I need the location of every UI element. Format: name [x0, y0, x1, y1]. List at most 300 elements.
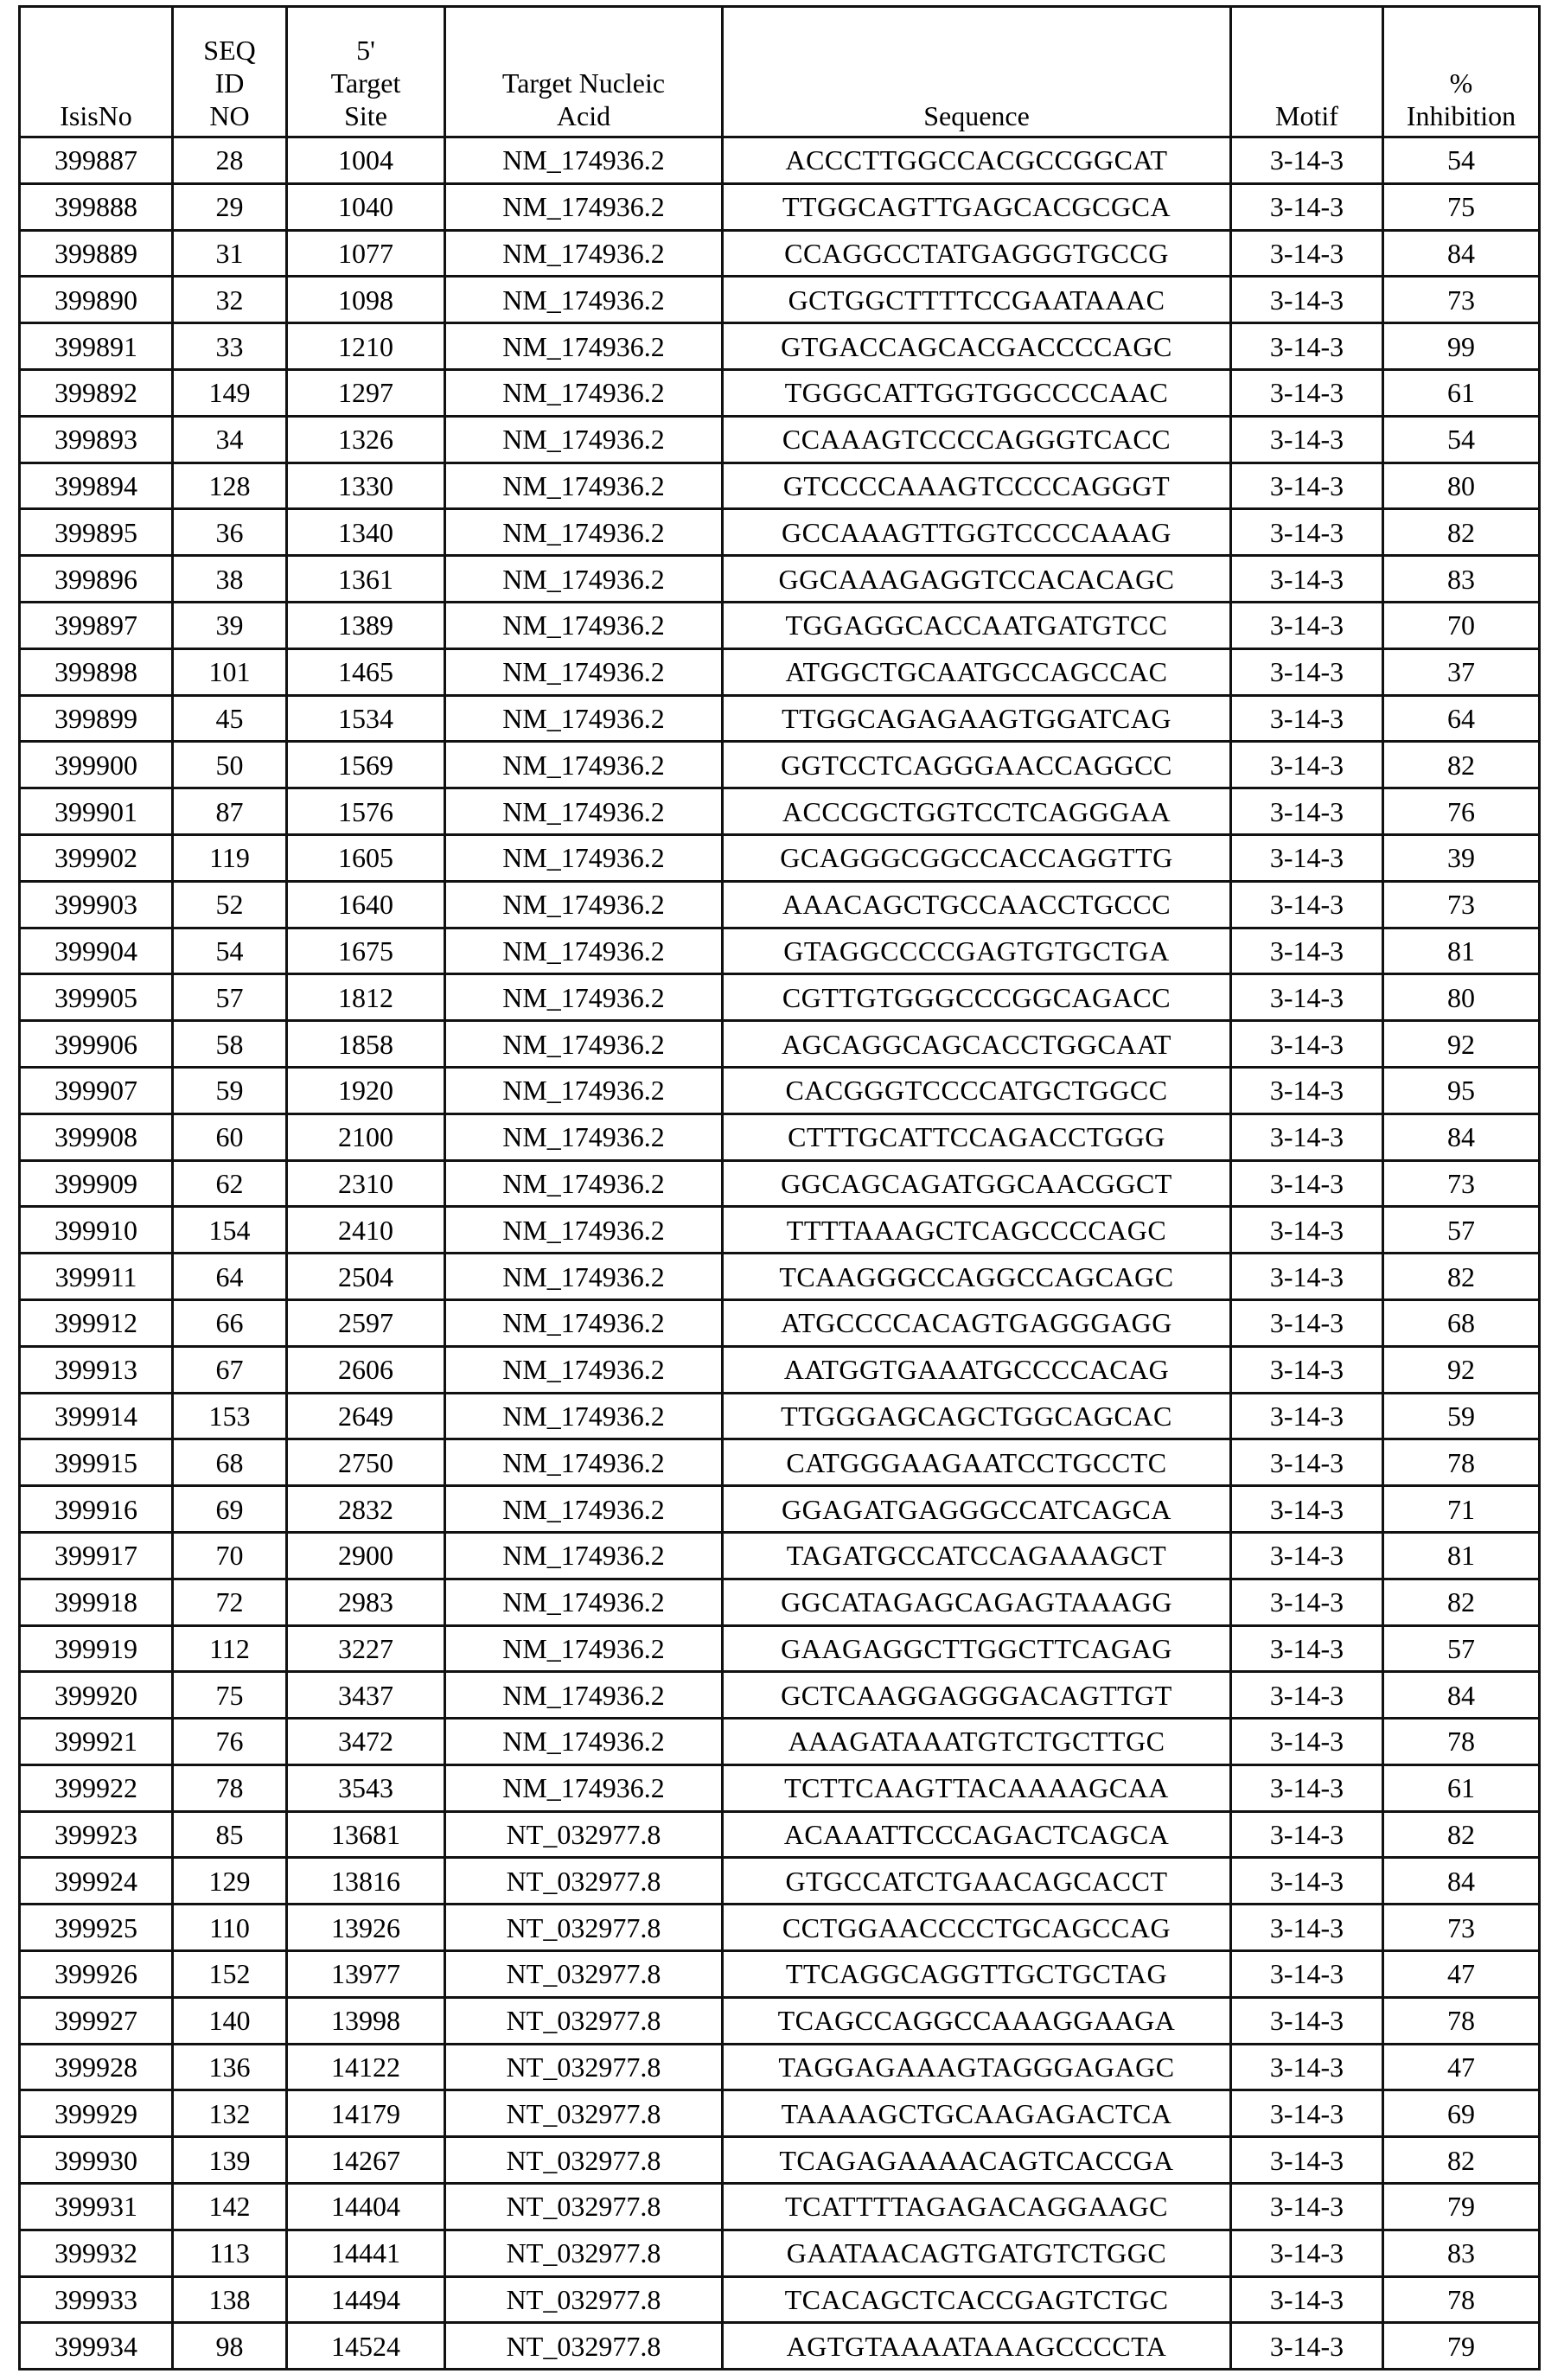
cell-motif: 3-14-3	[1231, 1579, 1383, 1625]
table-row	[20, 1439, 1540, 1486]
header-sequence: Sequence	[723, 7, 1231, 137]
cell-isis-no: 399887	[20, 137, 173, 184]
cell-motif: 3-14-3	[1231, 1067, 1383, 1113]
cell-seq-id-no: 78	[173, 1764, 287, 1811]
cell-seq-id-no: 60	[173, 1113, 287, 1160]
cell-seq-id-no: 153	[173, 1393, 287, 1439]
table-row	[20, 1858, 1540, 1905]
cell-percent-inhibition: 73	[1383, 881, 1540, 928]
cell-target-site: 1812	[287, 974, 445, 1021]
table-row	[20, 556, 1540, 603]
cell-motif: 3-14-3	[1231, 2090, 1383, 2137]
cell-target-site: 2750	[287, 1439, 445, 1486]
cell-target-nucleic-acid: NM_174936.2	[445, 1672, 723, 1719]
cell-target-nucleic-acid: NM_174936.2	[445, 183, 723, 230]
cell-motif: 3-14-3	[1231, 323, 1383, 370]
cell-sequence: GGCATAGAGCAGAGTAAAGG	[723, 1579, 1231, 1625]
cell-percent-inhibition: 54	[1383, 416, 1540, 463]
cell-target-nucleic-acid: NM_174936.2	[445, 1207, 723, 1254]
cell-target-nucleic-acid: NM_174936.2	[445, 463, 723, 509]
cell-isis-no: 399919	[20, 1625, 173, 1672]
cell-isis-no: 399909	[20, 1160, 173, 1207]
cell-sequence: ATGGCTGCAATGCCAGCCAC	[723, 648, 1231, 695]
cell-percent-inhibition: 37	[1383, 648, 1540, 695]
table-row	[20, 1997, 1540, 2044]
cell-seq-id-no: 52	[173, 881, 287, 928]
cell-target-nucleic-acid: NT_032977.8	[445, 2044, 723, 2090]
cell-target-nucleic-acid: NT_032977.8	[445, 2230, 723, 2276]
cell-target-nucleic-acid: NM_174936.2	[445, 1486, 723, 1533]
cell-target-nucleic-acid: NM_174936.2	[445, 742, 723, 788]
cell-sequence: CCAGGCCTATGAGGGTGCCG	[723, 230, 1231, 277]
cell-percent-inhibition: 82	[1383, 742, 1540, 788]
cell-seq-id-no: 149	[173, 369, 287, 416]
cell-isis-no: 399907	[20, 1067, 173, 1113]
cell-isis-no: 399902	[20, 834, 173, 881]
header-percent-inhibition: % Inhibition	[1383, 7, 1540, 137]
cell-seq-id-no: 36	[173, 509, 287, 556]
cell-sequence: GTCCCCAAAGTCCCCAGGGT	[723, 463, 1231, 509]
cell-seq-id-no: 31	[173, 230, 287, 277]
cell-target-nucleic-acid: NM_174936.2	[445, 1346, 723, 1393]
cell-target-nucleic-acid: NT_032977.8	[445, 1858, 723, 1905]
table-row	[20, 695, 1540, 742]
cell-sequence: TGGGCATTGGTGGCCCCAAC	[723, 369, 1231, 416]
cell-isis-no: 399928	[20, 2044, 173, 2090]
cell-isis-no: 399915	[20, 1439, 173, 1486]
cell-target-nucleic-acid: NM_174936.2	[445, 1764, 723, 1811]
cell-seq-id-no: 139	[173, 2137, 287, 2184]
cell-target-nucleic-acid: NM_174936.2	[445, 1160, 723, 1207]
cell-isis-no: 399897	[20, 602, 173, 648]
table-row	[20, 881, 1540, 928]
cell-target-nucleic-acid: NT_032977.8	[445, 1997, 723, 2044]
cell-target-site: 14267	[287, 2137, 445, 2184]
cell-sequence: AAAGATAAATGTCTGCTTGC	[723, 1719, 1231, 1765]
cell-target-nucleic-acid: NM_174936.2	[445, 1299, 723, 1346]
cell-percent-inhibition: 80	[1383, 463, 1540, 509]
cell-percent-inhibition: 84	[1383, 230, 1540, 277]
cell-sequence: GCTGGCTTTTCCGAATAAAC	[723, 277, 1231, 323]
cell-target-site: 13816	[287, 1858, 445, 1905]
table-row	[20, 602, 1540, 648]
cell-motif: 3-14-3	[1231, 1021, 1383, 1068]
cell-motif: 3-14-3	[1231, 1997, 1383, 2044]
cell-seq-id-no: 142	[173, 2184, 287, 2230]
cell-seq-id-no: 32	[173, 277, 287, 323]
cell-percent-inhibition: 61	[1383, 369, 1540, 416]
cell-seq-id-no: 45	[173, 695, 287, 742]
cell-target-site: 1340	[287, 509, 445, 556]
table-row	[20, 1346, 1540, 1393]
cell-sequence: TCAGAGAAAACAGTCACCGA	[723, 2137, 1231, 2184]
cell-isis-no: 399892	[20, 369, 173, 416]
cell-motif: 3-14-3	[1231, 1160, 1383, 1207]
table-row	[20, 1160, 1540, 1207]
cell-sequence: GAAGAGGCTTGGCTTCAGAG	[723, 1625, 1231, 1672]
cell-target-site: 3543	[287, 1764, 445, 1811]
cell-target-nucleic-acid: NM_174936.2	[445, 1067, 723, 1113]
cell-percent-inhibition: 78	[1383, 1439, 1540, 1486]
cell-percent-inhibition: 57	[1383, 1207, 1540, 1254]
cell-isis-no: 399934	[20, 2323, 173, 2370]
cell-motif: 3-14-3	[1231, 1672, 1383, 1719]
cell-percent-inhibition: 80	[1383, 974, 1540, 1021]
cell-isis-no: 399908	[20, 1113, 173, 1160]
cell-seq-id-no: 119	[173, 834, 287, 881]
cell-isis-no: 399901	[20, 788, 173, 835]
cell-motif: 3-14-3	[1231, 648, 1383, 695]
cell-target-site: 2100	[287, 1113, 445, 1160]
cell-isis-no: 399888	[20, 183, 173, 230]
cell-motif: 3-14-3	[1231, 1532, 1383, 1579]
cell-percent-inhibition: 95	[1383, 1067, 1540, 1113]
cell-target-site: 1326	[287, 416, 445, 463]
cell-seq-id-no: 113	[173, 2230, 287, 2276]
cell-seq-id-no: 136	[173, 2044, 287, 2090]
cell-sequence: ACCCTTGGCCACGCCGGCAT	[723, 137, 1231, 184]
cell-motif: 3-14-3	[1231, 1486, 1383, 1533]
cell-seq-id-no: 38	[173, 556, 287, 603]
cell-seq-id-no: 34	[173, 416, 287, 463]
cell-motif: 3-14-3	[1231, 1811, 1383, 1858]
cell-target-nucleic-acid: NT_032977.8	[445, 1951, 723, 1998]
table-row	[20, 1951, 1540, 1998]
cell-sequence: ACCCGCTGGTCCTCAGGGAA	[723, 788, 1231, 835]
table-row	[20, 1486, 1540, 1533]
cell-seq-id-no: 98	[173, 2323, 287, 2370]
cell-seq-id-no: 64	[173, 1254, 287, 1300]
cell-motif: 3-14-3	[1231, 974, 1383, 1021]
cell-sequence: GTGCCATCTGAACAGCACCT	[723, 1858, 1231, 1905]
cell-sequence: TCTTCAAGTTACAAAAGCAA	[723, 1764, 1231, 1811]
cell-motif: 3-14-3	[1231, 1393, 1383, 1439]
cell-sequence: GCTCAAGGAGGGACAGTTGT	[723, 1672, 1231, 1719]
cell-target-nucleic-acid: NM_174936.2	[445, 1393, 723, 1439]
cell-motif: 3-14-3	[1231, 742, 1383, 788]
cell-target-site: 1534	[287, 695, 445, 742]
cell-motif: 3-14-3	[1231, 1254, 1383, 1300]
cell-isis-no: 399904	[20, 928, 173, 974]
header-target-site: 5' Target Site	[287, 7, 445, 137]
cell-target-site: 1640	[287, 881, 445, 928]
cell-sequence: CTTTGCATTCCAGACCTGGG	[723, 1113, 1231, 1160]
cell-motif: 3-14-3	[1231, 277, 1383, 323]
cell-motif: 3-14-3	[1231, 928, 1383, 974]
cell-percent-inhibition: 82	[1383, 509, 1540, 556]
table-row	[20, 2044, 1540, 2090]
header-motif: Motif	[1231, 7, 1383, 137]
cell-target-nucleic-acid: NM_174936.2	[445, 1719, 723, 1765]
cell-target-site: 2410	[287, 1207, 445, 1254]
cell-sequence: CACGGGTCCCCATGCTGGCC	[723, 1067, 1231, 1113]
cell-target-nucleic-acid: NM_174936.2	[445, 1021, 723, 1068]
cell-seq-id-no: 132	[173, 2090, 287, 2137]
cell-target-site: 2649	[287, 1393, 445, 1439]
cell-isis-no: 399911	[20, 1254, 173, 1300]
cell-target-nucleic-acid: NM_174936.2	[445, 602, 723, 648]
cell-target-nucleic-acid: NM_174936.2	[445, 1113, 723, 1160]
cell-target-site: 1920	[287, 1067, 445, 1113]
cell-target-nucleic-acid: NM_174936.2	[445, 695, 723, 742]
cell-target-site: 13926	[287, 1905, 445, 1951]
header-target-nucleic-acid: Target Nucleic Acid	[445, 7, 723, 137]
cell-percent-inhibition: 59	[1383, 1393, 1540, 1439]
cell-seq-id-no: 69	[173, 1486, 287, 1533]
cell-target-site: 3227	[287, 1625, 445, 1672]
cell-percent-inhibition: 78	[1383, 1997, 1540, 2044]
cell-percent-inhibition: 68	[1383, 1299, 1540, 1346]
cell-seq-id-no: 110	[173, 1905, 287, 1951]
cell-sequence: TAAAAGCTGCAAGAGACTCA	[723, 2090, 1231, 2137]
cell-target-nucleic-acid: NM_174936.2	[445, 881, 723, 928]
table-body	[20, 137, 1540, 2370]
cell-isis-no: 399898	[20, 648, 173, 695]
cell-target-nucleic-acid: NM_174936.2	[445, 230, 723, 277]
cell-sequence: AATGGTGAAATGCCCCACAG	[723, 1346, 1231, 1393]
cell-target-site: 13681	[287, 1811, 445, 1858]
cell-percent-inhibition: 83	[1383, 556, 1540, 603]
table-row	[20, 1207, 1540, 1254]
cell-motif: 3-14-3	[1231, 602, 1383, 648]
cell-target-site: 1330	[287, 463, 445, 509]
cell-sequence: TAGGAGAAAGTAGGGAGAGC	[723, 2044, 1231, 2090]
cell-target-site: 14404	[287, 2184, 445, 2230]
cell-sequence: TGGAGGCACCAATGATGTCC	[723, 602, 1231, 648]
cell-motif: 3-14-3	[1231, 183, 1383, 230]
cell-target-nucleic-acid: NM_174936.2	[445, 556, 723, 603]
cell-percent-inhibition: 82	[1383, 1579, 1540, 1625]
cell-seq-id-no: 112	[173, 1625, 287, 1672]
cell-target-site: 1004	[287, 137, 445, 184]
header-isis-no: IsisNo	[20, 7, 173, 137]
table-row	[20, 183, 1540, 230]
cell-sequence: TTCAGGCAGGTTGCTGCTAG	[723, 1951, 1231, 1998]
cell-target-nucleic-acid: NM_174936.2	[445, 834, 723, 881]
cell-motif: 3-14-3	[1231, 788, 1383, 835]
cell-target-nucleic-acid: NT_032977.8	[445, 2323, 723, 2370]
cell-seq-id-no: 59	[173, 1067, 287, 1113]
cell-isis-no: 399891	[20, 323, 173, 370]
cell-target-nucleic-acid: NT_032977.8	[445, 2137, 723, 2184]
cell-target-site: 1389	[287, 602, 445, 648]
cell-sequence: AGTGTAAAATAAAGCCCCTA	[723, 2323, 1231, 2370]
cell-target-site: 1858	[287, 1021, 445, 1068]
cell-seq-id-no: 128	[173, 463, 287, 509]
table-row	[20, 2323, 1540, 2370]
cell-target-nucleic-acid: NM_174936.2	[445, 1625, 723, 1672]
cell-sequence: GCAGGGCGGCCACCAGGTTG	[723, 834, 1231, 881]
cell-isis-no: 399895	[20, 509, 173, 556]
table-row	[20, 1254, 1540, 1300]
cell-percent-inhibition: 54	[1383, 137, 1540, 184]
cell-motif: 3-14-3	[1231, 2276, 1383, 2323]
cell-target-site: 2606	[287, 1346, 445, 1393]
cell-isis-no: 399929	[20, 2090, 173, 2137]
cell-percent-inhibition: 84	[1383, 1672, 1540, 1719]
cell-seq-id-no: 67	[173, 1346, 287, 1393]
cell-sequence: GGCAAAGAGGTCCACACAGC	[723, 556, 1231, 603]
cell-target-nucleic-acid: NT_032977.8	[445, 2184, 723, 2230]
cell-isis-no: 399905	[20, 974, 173, 1021]
cell-target-nucleic-acid: NT_032977.8	[445, 1905, 723, 1951]
cell-isis-no: 399889	[20, 230, 173, 277]
cell-sequence: TCAGCCAGGCCAAAGGAAGA	[723, 1997, 1231, 2044]
cell-isis-no: 399890	[20, 277, 173, 323]
cell-target-site: 1077	[287, 230, 445, 277]
cell-target-site: 13998	[287, 1997, 445, 2044]
cell-sequence: GGCAGCAGATGGCAACGGCT	[723, 1160, 1231, 1207]
cell-target-site: 3472	[287, 1719, 445, 1765]
table-row	[20, 137, 1540, 184]
cell-sequence: TCACAGCTCACCGAGTCTGC	[723, 2276, 1231, 2323]
cell-motif: 3-14-3	[1231, 2184, 1383, 2230]
cell-target-site: 14441	[287, 2230, 445, 2276]
cell-sequence: TTGGGAGCAGCTGGCAGCAC	[723, 1393, 1231, 1439]
cell-motif: 3-14-3	[1231, 1764, 1383, 1811]
cell-seq-id-no: 152	[173, 1951, 287, 1998]
cell-target-nucleic-acid: NM_174936.2	[445, 416, 723, 463]
cell-percent-inhibition: 39	[1383, 834, 1540, 881]
cell-target-site: 1297	[287, 369, 445, 416]
cell-target-site: 2832	[287, 1486, 445, 1533]
cell-sequence: AAACAGCTGCCAACCTGCCC	[723, 881, 1231, 928]
table-row	[20, 2090, 1540, 2137]
cell-seq-id-no: 54	[173, 928, 287, 974]
table-row	[20, 509, 1540, 556]
table-row	[20, 1067, 1540, 1113]
cell-motif: 3-14-3	[1231, 2323, 1383, 2370]
cell-motif: 3-14-3	[1231, 834, 1383, 881]
header-seq-id-no: SEQ ID NO	[173, 7, 287, 137]
cell-seq-id-no: 62	[173, 1160, 287, 1207]
cell-percent-inhibition: 92	[1383, 1021, 1540, 1068]
cell-sequence: AGCAGGCAGCACCTGGCAAT	[723, 1021, 1231, 1068]
cell-motif: 3-14-3	[1231, 1346, 1383, 1393]
cell-target-site: 2900	[287, 1532, 445, 1579]
cell-target-nucleic-acid: NM_174936.2	[445, 1439, 723, 1486]
oligonucleotide-inhibition-table	[18, 5, 1541, 2370]
cell-target-site: 1605	[287, 834, 445, 881]
cell-target-site: 3437	[287, 1672, 445, 1719]
cell-isis-no: 399896	[20, 556, 173, 603]
cell-motif: 3-14-3	[1231, 1858, 1383, 1905]
table-row	[20, 2137, 1540, 2184]
cell-seq-id-no: 66	[173, 1299, 287, 1346]
cell-target-site: 2597	[287, 1299, 445, 1346]
cell-target-nucleic-acid: NT_032977.8	[445, 1811, 723, 1858]
cell-seq-id-no: 140	[173, 1997, 287, 2044]
cell-percent-inhibition: 82	[1383, 1254, 1540, 1300]
cell-seq-id-no: 138	[173, 2276, 287, 2323]
cell-motif: 3-14-3	[1231, 1719, 1383, 1765]
table-row	[20, 1113, 1540, 1160]
cell-target-site: 13977	[287, 1951, 445, 1998]
cell-sequence: ACAAATTCCCAGACTCAGCA	[723, 1811, 1231, 1858]
cell-motif: 3-14-3	[1231, 369, 1383, 416]
cell-isis-no: 399926	[20, 1951, 173, 1998]
cell-seq-id-no: 129	[173, 1858, 287, 1905]
cell-motif: 3-14-3	[1231, 1625, 1383, 1672]
cell-percent-inhibition: 69	[1383, 2090, 1540, 2137]
table-row	[20, 648, 1540, 695]
cell-target-site: 2504	[287, 1254, 445, 1300]
cell-sequence: ATGCCCCACAGTGAGGGAGG	[723, 1299, 1231, 1346]
cell-target-site: 1210	[287, 323, 445, 370]
cell-target-site: 2983	[287, 1579, 445, 1625]
cell-percent-inhibition: 78	[1383, 2276, 1540, 2323]
table-row	[20, 1579, 1540, 1625]
cell-percent-inhibition: 47	[1383, 2044, 1540, 2090]
cell-percent-inhibition: 75	[1383, 183, 1540, 230]
cell-sequence: TTGGCAGAGAAGTGGATCAG	[723, 695, 1231, 742]
cell-isis-no: 399910	[20, 1207, 173, 1254]
table-row	[20, 277, 1540, 323]
cell-sequence: GGAGATGAGGGCCATCAGCA	[723, 1486, 1231, 1533]
table-row	[20, 2184, 1540, 2230]
cell-motif: 3-14-3	[1231, 1207, 1383, 1254]
cell-isis-no: 399927	[20, 1997, 173, 2044]
table-row	[20, 1625, 1540, 1672]
cell-sequence: TTGGCAGTTGAGCACGCGCA	[723, 183, 1231, 230]
cell-percent-inhibition: 78	[1383, 1719, 1540, 1765]
cell-percent-inhibition: 64	[1383, 695, 1540, 742]
cell-percent-inhibition: 73	[1383, 1905, 1540, 1951]
cell-percent-inhibition: 73	[1383, 277, 1540, 323]
cell-isis-no: 399922	[20, 1764, 173, 1811]
cell-target-nucleic-acid: NM_174936.2	[445, 1579, 723, 1625]
cell-target-site: 14179	[287, 2090, 445, 2137]
table-row	[20, 834, 1540, 881]
cell-seq-id-no: 87	[173, 788, 287, 835]
cell-percent-inhibition: 76	[1383, 788, 1540, 835]
cell-isis-no: 399916	[20, 1486, 173, 1533]
cell-isis-no: 399921	[20, 1719, 173, 1765]
cell-percent-inhibition: 79	[1383, 2184, 1540, 2230]
cell-motif: 3-14-3	[1231, 509, 1383, 556]
table-row	[20, 1021, 1540, 1068]
cell-isis-no: 399924	[20, 1858, 173, 1905]
cell-sequence: CCTGGAACCCCTGCAGCCAG	[723, 1905, 1231, 1951]
cell-isis-no: 399893	[20, 416, 173, 463]
cell-sequence: TCAAGGGCCAGGCCAGCAGC	[723, 1254, 1231, 1300]
cell-seq-id-no: 70	[173, 1532, 287, 1579]
cell-motif: 3-14-3	[1231, 1951, 1383, 1998]
cell-target-site: 1576	[287, 788, 445, 835]
cell-isis-no: 399899	[20, 695, 173, 742]
cell-seq-id-no: 72	[173, 1579, 287, 1625]
cell-sequence: TTTTAAAGCTCAGCCCCAGC	[723, 1207, 1231, 1254]
cell-target-nucleic-acid: NM_174936.2	[445, 1254, 723, 1300]
cell-sequence: GTGACCAGCACGACCCCAGC	[723, 323, 1231, 370]
table-row	[20, 323, 1540, 370]
cell-isis-no: 399923	[20, 1811, 173, 1858]
cell-isis-no: 399917	[20, 1532, 173, 1579]
table-row	[20, 1532, 1540, 1579]
cell-target-nucleic-acid: NM_174936.2	[445, 137, 723, 184]
cell-isis-no: 399912	[20, 1299, 173, 1346]
cell-motif: 3-14-3	[1231, 1439, 1383, 1486]
cell-percent-inhibition: 82	[1383, 1811, 1540, 1858]
cell-seq-id-no: 50	[173, 742, 287, 788]
cell-target-nucleic-acid: NT_032977.8	[445, 2090, 723, 2137]
cell-percent-inhibition: 57	[1383, 1625, 1540, 1672]
cell-seq-id-no: 76	[173, 1719, 287, 1765]
cell-motif: 3-14-3	[1231, 2230, 1383, 2276]
cell-motif: 3-14-3	[1231, 881, 1383, 928]
cell-seq-id-no: 28	[173, 137, 287, 184]
cell-seq-id-no: 85	[173, 1811, 287, 1858]
